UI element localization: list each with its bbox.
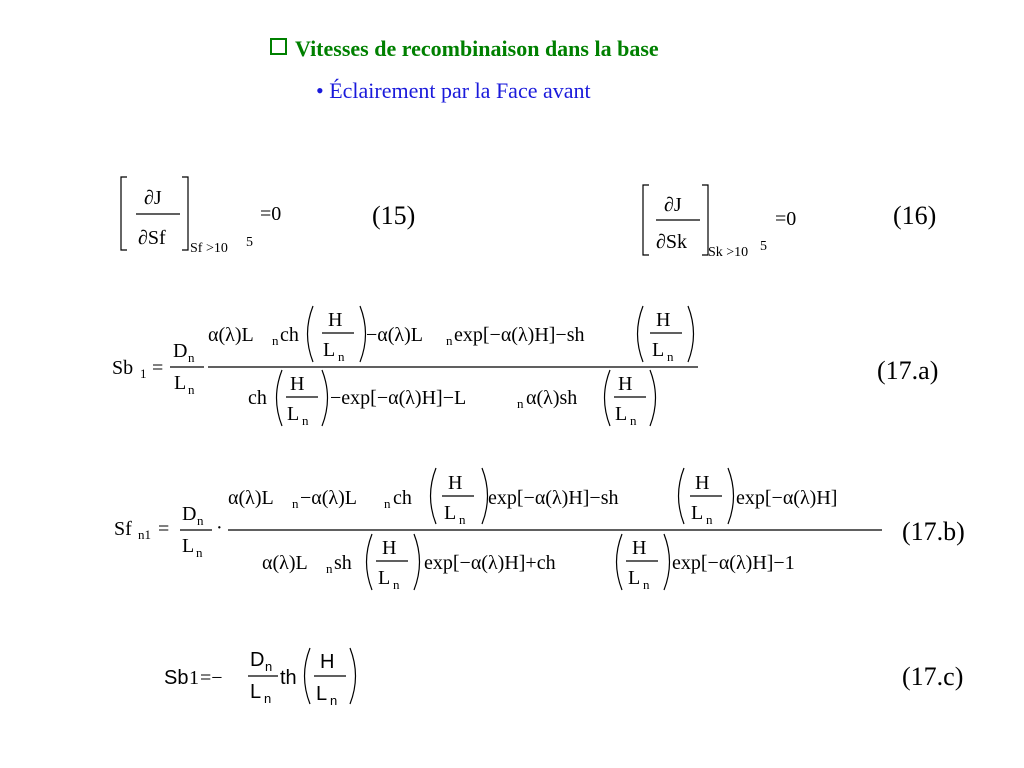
eq17b-num-1: α(λ)L xyxy=(228,487,274,509)
eq17b-lhs: Sf xyxy=(114,518,132,540)
eq17b-num-2: −α(λ)L xyxy=(300,487,357,509)
equation-17c-label: (17.c) xyxy=(902,662,964,691)
eq17b-D-sub: n xyxy=(197,513,204,528)
eq17b-L: L xyxy=(182,535,195,557)
eq17a-num-L2: L xyxy=(652,339,665,361)
paren-right xyxy=(360,306,366,362)
eq17a-den-H2: H xyxy=(618,373,633,395)
eq17b-den-L2-sub: n xyxy=(643,577,650,592)
equation-17b xyxy=(110,462,890,598)
eq17b-num-L1-sub: n xyxy=(459,512,466,527)
paren-right xyxy=(414,534,420,590)
eq17a-D-sub: n xyxy=(188,350,195,365)
equation-16 xyxy=(640,182,820,262)
paren-left xyxy=(367,534,373,590)
eq17b-num-L2: L xyxy=(691,502,704,524)
paren-left xyxy=(605,370,611,426)
eq17b-den-1-sub: n xyxy=(326,561,333,576)
eq17b-den-L2: L xyxy=(628,567,641,589)
eq17a-den-1-sub: n xyxy=(517,396,524,411)
eq17a-num-ch: ch xyxy=(280,324,299,346)
eq17b-num-H1: H xyxy=(448,472,463,494)
eq17b-L-sub: n xyxy=(196,545,203,560)
eq17a-den-H1: H xyxy=(290,373,305,395)
eq17a-num-2: −α(λ)L xyxy=(366,324,423,346)
eq17a-num-L2-sub: n xyxy=(667,349,674,364)
eq17b-den-3: exp[−α(λ)H]−1 xyxy=(672,552,795,574)
eq17a-den-1: −exp[−α(λ)H]−L xyxy=(330,387,467,409)
eq17a-den-L1-sub: n xyxy=(302,413,309,428)
equation-17b-label: (17.b) xyxy=(902,517,965,546)
eq17a-den-ch: ch xyxy=(248,387,267,409)
eq16-subscript: Sk >10 xyxy=(708,245,749,260)
eq17b-num-1-sub: n xyxy=(292,496,299,511)
eq17b-D: D xyxy=(182,503,197,525)
eq17a-num-H2: H xyxy=(656,309,671,331)
left-bracket xyxy=(643,185,649,255)
eq17a-L-sub: n xyxy=(188,382,195,397)
paren-right xyxy=(322,370,328,426)
eq15-denominator: ∂Sf xyxy=(138,227,166,249)
eq17b-lhs-sub: n1 xyxy=(138,527,151,542)
eq17c-lhs-num: 1 xyxy=(189,667,199,689)
eq17b-num-L2-sub: n xyxy=(706,512,713,527)
eq17b-num-H2: H xyxy=(695,472,710,494)
eq17a-num-H1: H xyxy=(328,309,343,331)
equation-17a-label: (17.a) xyxy=(877,356,939,385)
eq17a-equals: = xyxy=(152,357,164,379)
eq16-rhs: =0 xyxy=(775,208,797,230)
paren-right xyxy=(650,370,656,426)
paren-left xyxy=(277,370,283,426)
eq17b-num-3: exp[−α(λ)H]−sh xyxy=(488,487,619,509)
eq17a-lhs: Sb xyxy=(112,357,134,379)
eq17a-num-1-sub: n xyxy=(272,333,279,348)
eq17c-th: th xyxy=(280,667,297,689)
eq17a-lhs-sub: 1 xyxy=(140,366,147,381)
eq15-numerator: ∂J xyxy=(144,187,162,209)
eq17b-den-H2: H xyxy=(632,537,647,559)
slide-title xyxy=(270,36,659,62)
eq16-exponent: 5 xyxy=(760,239,767,254)
equation-17c xyxy=(164,642,364,712)
eq17c-H: H xyxy=(320,651,335,673)
eq17b-num-ch: ch xyxy=(393,487,412,509)
eq17a-num-L1: L xyxy=(323,339,336,361)
paren-left xyxy=(638,306,644,362)
eq17a-num-L1-sub: n xyxy=(338,349,345,364)
eq17b-den-1: α(λ)L xyxy=(262,552,308,574)
eq17c-L: L xyxy=(250,681,262,703)
eq17a-den-L2: L xyxy=(615,403,628,425)
paren-right xyxy=(664,534,670,590)
eq16-numerator: ∂J xyxy=(664,194,682,216)
slide-subtitle: • Éclairement par la Face avant xyxy=(316,78,591,103)
eq17c-L2: L xyxy=(316,683,328,705)
paren-right xyxy=(728,468,734,524)
slide-title-text: Vitesses de recombinaison dans la base xyxy=(295,36,659,61)
paren-right xyxy=(482,468,488,524)
paren-right xyxy=(350,648,356,704)
eq17c-equals: =− xyxy=(200,667,223,689)
eq17b-num-L1: L xyxy=(444,502,457,524)
equation-15-label: (15) xyxy=(372,201,416,230)
eq17b-den-L1-sub: n xyxy=(393,577,400,592)
eq16-denominator: ∂Sk xyxy=(656,231,688,253)
eq15-rhs: =0 xyxy=(260,203,282,225)
paren-left xyxy=(308,306,314,362)
eq17a-num-2-sub: n xyxy=(446,333,453,348)
eq17a-den-2: α(λ)sh xyxy=(526,387,578,409)
eq17b-den-2: exp[−α(λ)H]+ch xyxy=(424,552,556,574)
paren-left xyxy=(431,468,437,524)
right-bracket xyxy=(182,177,188,250)
eq17a-L: L xyxy=(174,372,187,394)
eq17a-num-1: α(λ)L xyxy=(208,324,254,346)
eq17b-den-L1: L xyxy=(378,567,391,589)
equation-17a xyxy=(110,300,710,438)
paren-left xyxy=(679,468,685,524)
eq17a-den-L1: L xyxy=(287,403,300,425)
eq17a-num-3: exp[−α(λ)H]−sh xyxy=(454,324,585,346)
eq17c-L2-sub: n xyxy=(330,693,338,708)
checkbox-square-icon xyxy=(270,38,287,55)
paren-right xyxy=(688,306,694,362)
eq17c-D: D xyxy=(250,649,265,671)
eq17b-dot: · xyxy=(216,517,223,539)
eq17a-D: D xyxy=(173,340,188,362)
eq17b-num-2-sub: n xyxy=(384,496,391,511)
eq17b-den-H1: H xyxy=(382,537,397,559)
left-bracket xyxy=(121,177,127,250)
equation-15 xyxy=(118,174,318,258)
eq17b-num-4: exp[−α(λ)H] xyxy=(736,487,838,509)
eq17a-den-L2-sub: n xyxy=(630,413,637,428)
paren-left xyxy=(305,648,311,704)
eq15-exponent: 5 xyxy=(246,235,253,250)
eq15-subscript: Sf >10 xyxy=(190,241,228,256)
eq17c-L-sub: n xyxy=(264,691,272,706)
eq17b-den-sh: sh xyxy=(334,552,352,574)
paren-left xyxy=(617,534,623,590)
eq17c-lhs: Sb xyxy=(164,667,189,689)
eq17c-D-sub: n xyxy=(265,659,273,674)
equation-16-label: (16) xyxy=(893,201,937,230)
eq17b-equals: = xyxy=(158,518,170,540)
